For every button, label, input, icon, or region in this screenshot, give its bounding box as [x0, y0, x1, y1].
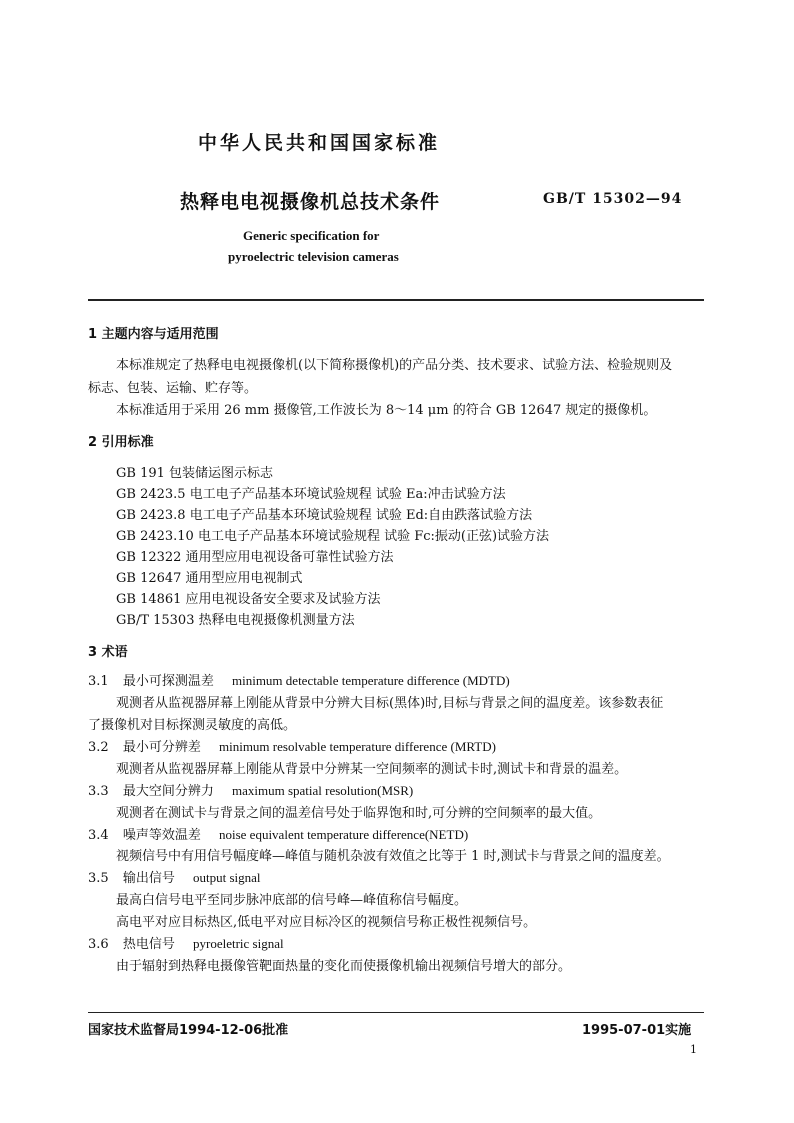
term-cn: 热电信号	[122, 937, 175, 952]
section-1-paragraph-1a: 本标准规定了热释电电视摄像机(以下简称摄像机)的产品分类、技术要求、试验方法、检验规则及	[116, 358, 673, 373]
term-en: minimum detectable temperature difference (MDTD)	[231, 673, 510, 688]
term-3-2-definition: 观测者从监视器屏幕上刚能从背景中分辨某一空间频率的测试卡时,测试卡和背景的温差。	[116, 762, 628, 777]
term-3-5-definition-a: 最高白信号电平至同步脉冲底部的信号峰—峰值称信号幅度。	[116, 893, 468, 908]
term-en: maximum spatial resolution(MSR)	[231, 783, 414, 798]
page-number: 1	[690, 1043, 697, 1056]
term-number: 3.4	[88, 828, 109, 843]
reference-item: GB/T 15303 热释电电视摄像机测量方法	[116, 613, 355, 628]
reference-item: GB 2423.8 电工电子产品基本环境试验规程 试验 Ed:自由跌落试验方法	[116, 508, 533, 523]
reference-item: GB 12322 通用型应用电视设备可靠性试验方法	[116, 550, 394, 565]
approval-line: 国家技术监督局1994-12-06批准	[88, 1023, 289, 1038]
reference-item: GB 14861 应用电视设备安全要求及试验方法	[116, 592, 381, 607]
section-1-paragraph-2: 本标准适用于采用 26 mm 摄像管,工作波长为 8～14 μm 的符合 GB 12647 规定的摄像机。	[116, 403, 657, 418]
term-number: 3.3	[88, 784, 109, 799]
term-en: output signal	[192, 870, 261, 885]
term-3-6	[88, 933, 284, 952]
term-3-1-definition-a: 观测者从监视器屏幕上刚能从背景中分辨大目标(黑体)时,目标与背景之间的温度差。该参数表征	[116, 696, 664, 711]
term-cn: 输出信号	[122, 871, 175, 886]
term-cn: 最大空间分辨力	[122, 784, 214, 799]
term-3-5-definition-b: 高电平对应目标热区,低电平对应目标冷区的视频信号称正极性视频信号。	[116, 915, 537, 930]
standard-code: GB/T 15302—94	[543, 191, 683, 207]
term-number: 3.5	[88, 871, 109, 886]
term-cn: 最小可探测温差	[122, 674, 214, 689]
term-3-5	[88, 867, 261, 886]
term-3-1	[88, 670, 510, 689]
term-en: minimum resolvable temperature difference (MRTD)	[218, 739, 496, 754]
section-2-heading: 2 引用标准	[88, 435, 154, 450]
term-en: noise equivalent temperature difference(NETD)	[218, 827, 469, 842]
footer-divider	[88, 1012, 704, 1013]
term-3-4	[88, 824, 468, 843]
term-number: 3.6	[88, 937, 109, 952]
term-number: 3.2	[88, 740, 109, 755]
section-3-heading: 3 术语	[88, 645, 128, 660]
reference-item: GB 2423.10 电工电子产品基本环境试验规程 试验 Fc:振动(正弦)试验方法	[116, 529, 550, 544]
english-title-line2: pyroelectric television cameras	[228, 249, 399, 264]
term-3-1-definition-b: 了摄像机对目标探测灵敏度的高低。	[88, 718, 297, 733]
term-cn: 噪声等效温差	[122, 828, 201, 843]
document-title: 热释电电视摄像机总技术条件	[180, 191, 441, 213]
english-title-line1: Generic specification for	[243, 228, 380, 243]
term-3-6-definition: 由于辐射到热释电摄像管靶面热量的变化而使摄像机输出视频信号增大的部分。	[116, 959, 572, 974]
reference-item: GB 2423.5 电工电子产品基本环境试验规程 试验 Ea:冲击试验方法	[116, 487, 506, 502]
term-3-2	[88, 736, 496, 755]
section-1-heading: 1 主题内容与适用范围	[88, 327, 219, 342]
reference-item: GB 12647 通用型应用电视制式	[116, 571, 303, 586]
effective-date-line: 1995-07-01实施	[582, 1023, 692, 1038]
header-divider	[88, 299, 704, 301]
term-3-4-definition: 视频信号中有用信号幅度峰—峰值与随机杂波有效值之比等于 1 时,测试卡与背景之间的温度差。	[116, 849, 670, 864]
national-standard-heading: 中华人民共和国国家标准	[198, 132, 441, 154]
reference-item: GB 191 包装储运图示标志	[116, 466, 274, 481]
term-3-3-definition: 观测者在测试卡与背景之间的温差信号处于临界饱和时,可分辨的空间频率的最大值。	[116, 806, 602, 821]
term-cn: 最小可分辨差	[122, 740, 201, 755]
term-3-3	[88, 780, 413, 799]
term-number: 3.1	[88, 674, 109, 689]
section-1-paragraph-1b: 标志、包装、运输、贮存等。	[88, 381, 258, 396]
term-en: pyroeletric signal	[192, 936, 284, 951]
